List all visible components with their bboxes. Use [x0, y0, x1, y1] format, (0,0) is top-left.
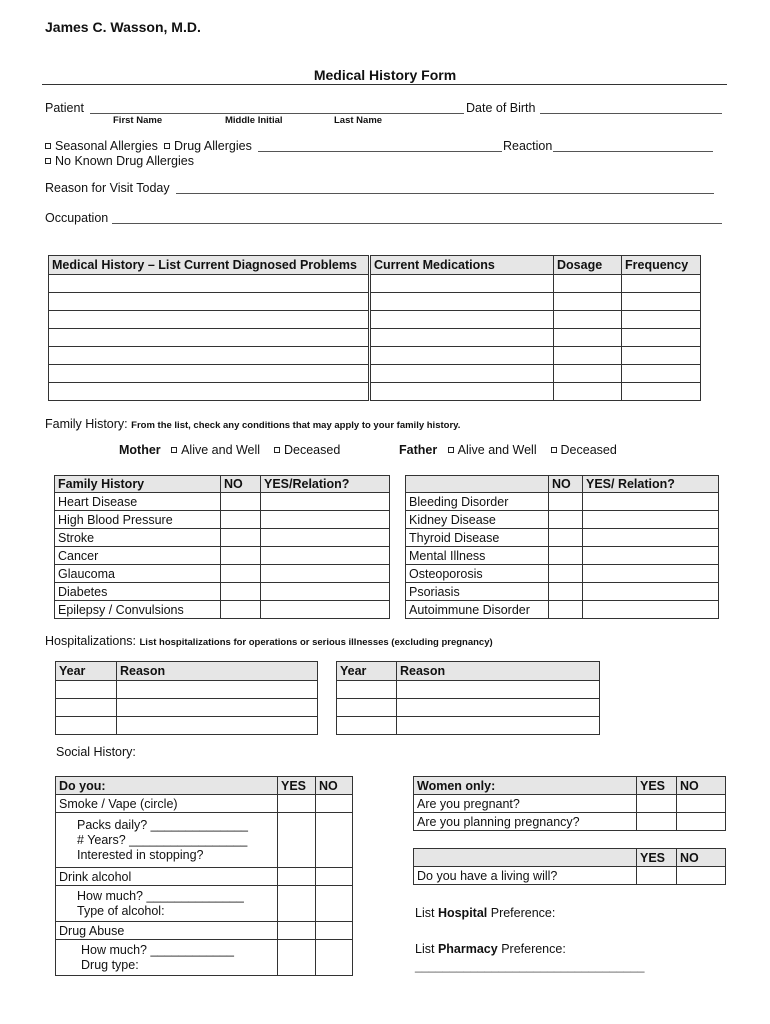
reason-cell[interactable]: [397, 681, 600, 699]
frequency-cell[interactable]: [622, 275, 701, 293]
seasonal-allergies-option[interactable]: Seasonal Allergies: [45, 139, 158, 153]
doctor-name: James C. Wasson, M.D.: [45, 19, 201, 35]
year-cell[interactable]: [337, 699, 397, 717]
yes-cell[interactable]: [278, 922, 316, 940]
frequency-header: Frequency: [622, 256, 701, 275]
condition-label: Stroke: [55, 529, 221, 547]
frequency-cell[interactable]: [622, 293, 701, 311]
yes-cell[interactable]: [637, 795, 677, 813]
yes-header: YES: [637, 777, 677, 795]
reaction-label: Reaction: [503, 139, 553, 153]
frequency-cell[interactable]: [622, 329, 701, 347]
no-header: NO: [677, 849, 726, 867]
family-history-header: Family History: [55, 476, 221, 493]
medication-cell[interactable]: [371, 329, 554, 347]
year-cell[interactable]: [56, 681, 117, 699]
dosage-cell[interactable]: [554, 329, 622, 347]
medication-cell[interactable]: [371, 293, 554, 311]
title-rule: [42, 84, 727, 85]
year-header: Year: [56, 662, 117, 681]
dob-label: Date of Birth: [466, 101, 536, 115]
reason-cell[interactable]: [117, 699, 318, 717]
family-history-header: [406, 476, 549, 493]
reason-cell[interactable]: [397, 717, 600, 735]
medication-cell[interactable]: [371, 311, 554, 329]
yes-header: YES: [637, 849, 677, 867]
checkbox-icon[interactable]: [164, 143, 170, 149]
no-cell[interactable]: [221, 601, 261, 619]
no-cell[interactable]: [677, 813, 726, 831]
problem-cell[interactable]: [49, 329, 369, 347]
alcohol-details: [56, 886, 278, 922]
no-header: NO: [316, 777, 353, 795]
yes-relation-cell[interactable]: [261, 547, 390, 565]
medications-table: [370, 255, 701, 401]
diagnosed-problems-table: [48, 255, 369, 401]
no-cell[interactable]: [221, 529, 261, 547]
no-header: NO: [221, 476, 261, 493]
no-cell[interactable]: [549, 583, 583, 601]
years-label[interactable]: # Years? _________________: [77, 832, 248, 847]
year-cell[interactable]: [56, 699, 117, 717]
condition-label: Osteoporosis: [406, 565, 549, 583]
condition-label: Mental Illness: [406, 547, 549, 565]
medication-cell[interactable]: [371, 383, 554, 401]
year-header: Year: [337, 662, 397, 681]
condition-label: Heart Disease: [55, 493, 221, 511]
no-cell[interactable]: [221, 547, 261, 565]
smoke-label: Smoke / Vape (circle): [56, 795, 278, 813]
problems-header: Medical History – List Current Diagnosed Problems: [49, 256, 369, 275]
no-cell[interactable]: [316, 922, 353, 940]
living-will-header-blank: [414, 849, 637, 867]
middle-initial-label: Middle Initial: [225, 115, 283, 126]
hospitalizations-heading: Hospitalizations: List hospitalizations for operations or serious illnesses (excluding pregnancy): [45, 634, 493, 648]
reason-cell[interactable]: [117, 681, 318, 699]
patient-label: Patient: [45, 101, 84, 115]
medications-header: Current Medications: [371, 256, 554, 275]
medication-cell[interactable]: [371, 347, 554, 365]
father-alive-checkbox[interactable]: [448, 447, 454, 453]
dosage-cell[interactable]: [554, 365, 622, 383]
no-cell[interactable]: [221, 583, 261, 601]
no-header: NO: [549, 476, 583, 493]
yes-cell[interactable]: [637, 813, 677, 831]
checkbox-icon[interactable]: [45, 158, 51, 164]
father-deceased-checkbox[interactable]: [551, 447, 557, 453]
yes-cell[interactable]: [278, 795, 316, 813]
family-history-heading: Family History: From the list, check any conditions that may apply to your family history.: [45, 417, 461, 431]
last-name-label: Last Name: [334, 115, 383, 126]
yes-relation-cell[interactable]: [583, 529, 719, 547]
frequency-cell[interactable]: [622, 365, 701, 383]
dosage-cell[interactable]: [554, 347, 622, 365]
frequency-cell[interactable]: [622, 311, 701, 329]
year-cell[interactable]: [337, 717, 397, 735]
pharmacy-preference-label: List Pharmacy Preference:: [415, 942, 566, 956]
yes-relation-cell[interactable]: [261, 511, 390, 529]
first-name-label: First Name: [113, 115, 163, 126]
year-cell[interactable]: [337, 681, 397, 699]
yes-relation-cell[interactable]: [583, 601, 719, 619]
problem-cell[interactable]: [49, 311, 369, 329]
yes-cell[interactable]: [278, 940, 316, 976]
women-only-header: Women only:: [414, 777, 637, 795]
hospitalizations-table-left: [55, 661, 318, 735]
yes-relation-header: YES/Relation?: [261, 476, 390, 493]
do-you-header: Do you:: [56, 777, 278, 795]
condition-label: Diabetes: [55, 583, 221, 601]
alcohol-how-much-label[interactable]: How much? ______________: [77, 888, 244, 903]
condition-label: Glaucoma: [55, 565, 221, 583]
dosage-cell[interactable]: [554, 293, 622, 311]
mother-alive-checkbox[interactable]: [171, 447, 177, 453]
alcohol-label: Drink alcohol: [56, 868, 278, 886]
yes-cell[interactable]: [278, 886, 316, 922]
form-title: Medical History Form: [313, 67, 457, 83]
living-will-table: [413, 848, 726, 885]
yes-relation-cell[interactable]: [583, 583, 719, 601]
dosage-cell[interactable]: [554, 275, 622, 293]
drug-type-label: Drug type:: [81, 957, 139, 972]
medication-cell[interactable]: [371, 275, 554, 293]
living-will-label: Do you have a living will?: [414, 867, 637, 885]
no-cell[interactable]: [549, 511, 583, 529]
dosage-header: Dosage: [554, 256, 622, 275]
no-cell[interactable]: [316, 795, 353, 813]
no-cell[interactable]: [316, 813, 353, 868]
no-cell[interactable]: [549, 529, 583, 547]
patient-name-field[interactable]: [90, 113, 464, 114]
condition-label: Autoimmune Disorder: [406, 601, 549, 619]
no-cell[interactable]: [549, 565, 583, 583]
no-cell[interactable]: [221, 493, 261, 511]
no-cell[interactable]: [316, 868, 353, 886]
father-status: Father Alive and Well Deceased: [399, 443, 617, 457]
pharmacy-preference-field[interactable]: _________________________________: [415, 959, 645, 973]
mother-deceased-checkbox[interactable]: [274, 447, 280, 453]
year-cell[interactable]: [56, 717, 117, 735]
packs-daily-label[interactable]: Packs daily? ______________: [77, 817, 248, 832]
occupation-field[interactable]: [112, 223, 722, 224]
yes-relation-cell[interactable]: [261, 493, 390, 511]
no-cell[interactable]: [549, 493, 583, 511]
reason-cell[interactable]: [117, 717, 318, 735]
yes-relation-cell[interactable]: [261, 565, 390, 583]
drug-details: [56, 940, 278, 976]
yes-cell[interactable]: [278, 813, 316, 868]
condition-label: Cancer: [55, 547, 221, 565]
medication-cell[interactable]: [371, 365, 554, 383]
condition-label: High Blood Pressure: [55, 511, 221, 529]
reason-field[interactable]: [176, 193, 714, 194]
planning-pregnancy-label: Are you planning pregnancy?: [414, 813, 637, 831]
yes-relation-header: YES/ Relation?: [583, 476, 719, 493]
condition-label: Kidney Disease: [406, 511, 549, 529]
yes-relation-cell[interactable]: [261, 529, 390, 547]
women-only-table: [413, 776, 726, 831]
no-cell[interactable]: [549, 601, 583, 619]
hospitalizations-table-right: [336, 661, 600, 735]
yes-relation-cell[interactable]: [261, 601, 390, 619]
problem-cell[interactable]: [49, 383, 369, 401]
no-known-allergies-option[interactable]: No Known Drug Allergies: [45, 154, 194, 168]
social-history-table: [55, 776, 353, 976]
yes-cell[interactable]: [637, 867, 677, 885]
drug-abuse-label: Drug Abuse: [56, 922, 278, 940]
problem-cell[interactable]: [49, 275, 369, 293]
mother-status: Mother Alive and Well Deceased: [119, 443, 341, 457]
condition-label: Psoriasis: [406, 583, 549, 601]
dosage-cell[interactable]: [554, 383, 622, 401]
reason-header: Reason: [117, 662, 318, 681]
frequency-cell[interactable]: [622, 383, 701, 401]
reason-cell[interactable]: [397, 699, 600, 717]
condition-label: Epilepsy / Convulsions: [55, 601, 221, 619]
frequency-cell[interactable]: [622, 347, 701, 365]
no-cell[interactable]: [221, 511, 261, 529]
yes-relation-cell[interactable]: [261, 583, 390, 601]
no-cell[interactable]: [221, 565, 261, 583]
yes-relation-cell[interactable]: [583, 511, 719, 529]
hospital-preference-label: List Hospital Preference:: [415, 906, 556, 920]
problem-cell[interactable]: [49, 293, 369, 311]
family-history-table-left: [54, 475, 390, 619]
social-history-heading: Social History:: [56, 745, 136, 759]
occupation-label: Occupation: [45, 211, 109, 225]
problem-cell[interactable]: [49, 347, 369, 365]
dosage-cell[interactable]: [554, 311, 622, 329]
dob-field[interactable]: [540, 113, 722, 114]
no-cell[interactable]: [677, 795, 726, 813]
smoke-details: [56, 813, 278, 868]
reaction-field[interactable]: [553, 151, 713, 152]
problem-cell[interactable]: [49, 365, 369, 383]
checkbox-icon[interactable]: [45, 143, 51, 149]
no-cell[interactable]: [316, 886, 353, 922]
drug-how-much-label[interactable]: How much? ____________: [81, 942, 234, 957]
drug-allergies-option[interactable]: Drug Allergies: [164, 139, 252, 153]
drug-allergies-field[interactable]: [258, 151, 502, 152]
condition-label: Bleeding Disorder: [406, 493, 549, 511]
yes-header: YES: [278, 777, 316, 795]
no-cell[interactable]: [549, 547, 583, 565]
alcohol-type-label: Type of alcohol:: [77, 903, 165, 918]
no-cell[interactable]: [316, 940, 353, 976]
family-history-table-right: [405, 475, 719, 619]
yes-cell[interactable]: [278, 868, 316, 886]
interested-stopping-label: Interested in stopping?: [77, 847, 204, 862]
condition-label: Thyroid Disease: [406, 529, 549, 547]
no-header: NO: [677, 777, 726, 795]
yes-relation-cell[interactable]: [583, 493, 719, 511]
pregnant-label: Are you pregnant?: [414, 795, 637, 813]
no-cell[interactable]: [677, 867, 726, 885]
reason-header: Reason: [397, 662, 600, 681]
yes-relation-cell[interactable]: [583, 565, 719, 583]
reason-label: Reason for Visit Today: [45, 181, 170, 195]
yes-relation-cell[interactable]: [583, 547, 719, 565]
